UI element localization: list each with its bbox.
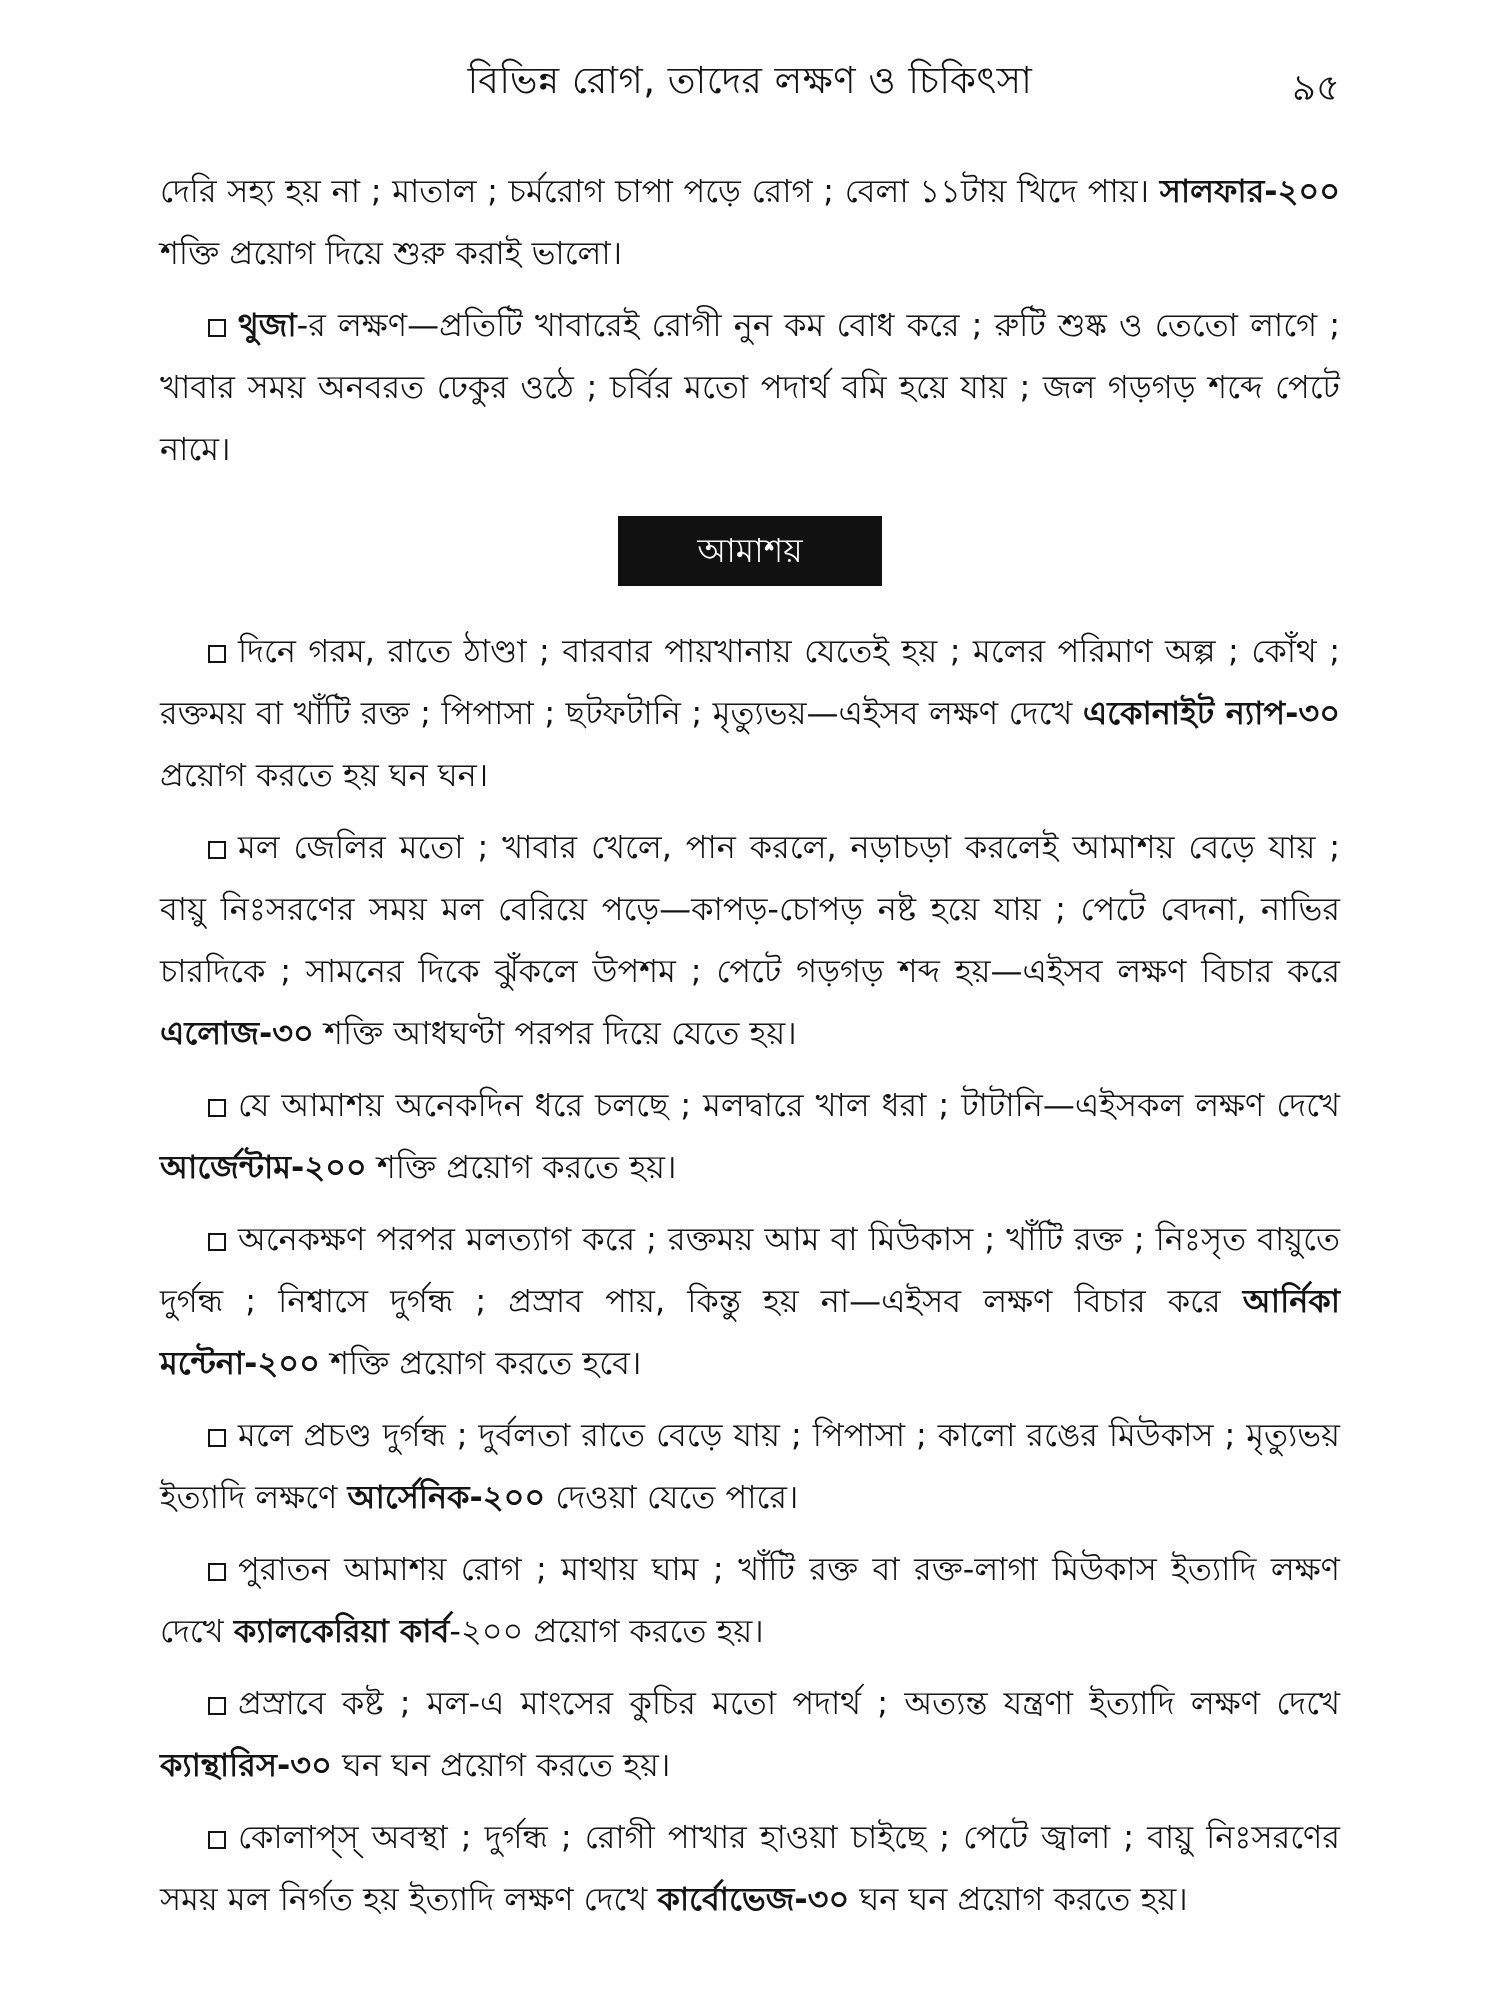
checkbox-bullet-icon xyxy=(208,1697,226,1715)
paragraph-text: ঘন ঘন প্রয়োগ করতে হয়। xyxy=(849,1880,1188,1918)
remedy-name: আর্সেনিক-২০০ xyxy=(347,1478,546,1516)
checkbox-bullet-icon xyxy=(208,1233,226,1251)
remedy-name: আর্নিকা মন্টেনা-২০০ xyxy=(160,1282,1340,1382)
paragraph-text: -২০০ প্রয়োগ করতে হয়। xyxy=(449,1612,764,1650)
section-heading: আমাশয় xyxy=(618,516,882,586)
checkbox-bullet-icon xyxy=(208,1563,226,1581)
symptom-paragraph xyxy=(160,1672,1340,1796)
paragraph-text: -র লক্ষণ—প্রতিটি খাবারেই রোগী নুন কম বোধ করে ; রুটি শুষ্ক ও তেতো লাগে ; খাবার সময় অনবরত ঢেকুর ওঠে ; চর্বির মতো পদার্থ বমি হয়ে যায় ; জল গড়গড় শব্দে পেটে নামে। xyxy=(160,306,1340,468)
remedy-name: ক্যালকেরিয়া কার্ব xyxy=(233,1612,450,1650)
remedy-name: কার্বোভেজ-৩০ xyxy=(657,1880,850,1918)
paragraph-text: অনেকক্ষণ পরপর মলত্যাগ করে ; রক্তময় আম বা মিউকাস ; খাঁটি রক্ত ; নিঃসৃত বায়ুতে দুর্গন্ধ ; নিশ্বাসে দুর্গন্ধ ; প্রস্রাব পায়, কিন্তু হয় না—এইসব লক্ষণ বিচার করে xyxy=(160,1220,1340,1320)
intro-paragraph-1 xyxy=(160,160,1340,284)
paragraph-text: দেরি সহ্য হয় না ; মাতাল ; চর্মরোগ চাপা পড়ে রোগ ; বেলা ১১টায় খিদে পায়। xyxy=(160,172,1160,210)
paragraph-text: যে আমাশয় অনেকদিন ধরে চলছে ; মলদ্বারে খাল ধরা ; টাটানি—এইসকল লক্ষণ দেখে xyxy=(238,1086,1340,1124)
paragraph-text: প্রস্রাবে কষ্ট ; মল-এ মাংসের কুচির মতো পদার্থ ; অত্যন্ত যন্ত্রণা ইত্যাদি লক্ষণ দেখে xyxy=(238,1684,1340,1722)
paragraph-text: দিনে গরম, রাতে ঠাণ্ডা ; বারবার পায়খানায় যেতেই হয় ; মলের পরিমাণ অল্প ; কোঁথ ; রক্তময় বা খাঁটি রক্ত ; পিপাসা ; ছটফটানি ; মৃত্যুভয়—এইসব লক্ষণ দেখে xyxy=(160,632,1340,732)
symptom-paragraph xyxy=(160,1404,1340,1528)
page-body xyxy=(160,160,1340,1940)
paragraph-text: কোলাপ্‌স্ অবস্থা ; দুর্গন্ধ ; রোগী পাখার হাওয়া চাইছে ; পেটে জ্বালা ; বায়ু নিঃসরণের সময় মল নির্গত হয় ইত্যাদি লক্ষণ দেখে xyxy=(160,1818,1340,1918)
remedy-name: একোনাইট ন্যাপ-৩০ xyxy=(1082,694,1340,732)
paragraph-text: প্রয়োগ করতে হয় ঘন ঘন। xyxy=(160,756,489,794)
paragraph-text: শক্তি প্রয়োগ দিয়ে শুরু করাই ভালো। xyxy=(160,234,623,272)
checkbox-bullet-icon xyxy=(208,319,226,337)
running-header xyxy=(160,52,1340,112)
paragraph-text: মলে প্রচণ্ড দুর্গন্ধ ; দুর্বলতা রাতে বেড়ে যায় ; পিপাসা ; কালো রঙের মিউকাস ; মৃত্যুভয় ইত্যাদি লক্ষণে xyxy=(160,1416,1340,1516)
checkbox-bullet-icon xyxy=(208,1429,226,1447)
paragraph-text: শক্তি প্রয়োগ করতে হয়। xyxy=(366,1148,677,1186)
remedy-name: সালফার-২০০ xyxy=(1159,172,1340,210)
checkbox-bullet-icon xyxy=(208,1831,226,1849)
paragraph-text: মল জেলির মতো ; খাবার খেলে, পান করলে, নড়াচড়া করলেই আমাশয় বেড়ে যায় ; বায়ু নিঃসরণের সময় মল বেরিয়ে পড়ে—কাপড়-চোপড় নষ্ট হয়ে যায় ; পেটে বেদনা, নাভির চারদিকে ; সামনের দিকে ঝুঁকলে উপশম ; পেটে গড়গড় শব্দ হয়—এইসব লক্ষণ বিচার করে xyxy=(160,828,1340,990)
paragraph-text: পুরাতন আমাশয় রোগ ; মাথায় ঘাম ; খাঁটি রক্ত বা রক্ত-লাগা মিউকাস ইত্যাদি লক্ষণ দেখে xyxy=(160,1550,1340,1650)
paragraph-text: দেওয়া যেতে পারে। xyxy=(545,1478,799,1516)
header-title: বিভিন্ন রোগ, তাদের লক্ষণ ও চিকিৎসা xyxy=(467,58,1033,102)
symptom-paragraph xyxy=(160,1074,1340,1198)
remedy-name: ক্যান্থারিস-৩০ xyxy=(160,1746,332,1784)
paragraph-text: ঘন ঘন প্রয়োগ করতে হয়। xyxy=(331,1746,671,1784)
remedy-name: আর্জেন্টাম-২০০ xyxy=(160,1148,367,1186)
checkbox-bullet-icon xyxy=(208,645,226,663)
page-number: ৯৫ xyxy=(1291,66,1340,109)
intro-paragraph-2 xyxy=(160,294,1340,480)
checkbox-bullet-icon xyxy=(208,1099,226,1117)
symptom-paragraph xyxy=(160,1208,1340,1394)
paragraph-text: শক্তি আধঘণ্টা পরপর দিয়ে যেতে হয়। xyxy=(313,1014,797,1052)
symptom-paragraph xyxy=(160,1806,1340,1930)
remedy-name: এলোজ-৩০ xyxy=(160,1014,314,1052)
checkbox-bullet-icon xyxy=(208,841,226,859)
remedy-name: থুজা xyxy=(238,306,297,344)
section-heading-wrap xyxy=(160,516,1340,586)
paragraph-text: শক্তি প্রয়োগ করতে হবে। xyxy=(319,1344,642,1382)
symptom-paragraph xyxy=(160,816,1340,1064)
symptom-paragraph xyxy=(160,620,1340,806)
symptom-paragraph xyxy=(160,1538,1340,1662)
